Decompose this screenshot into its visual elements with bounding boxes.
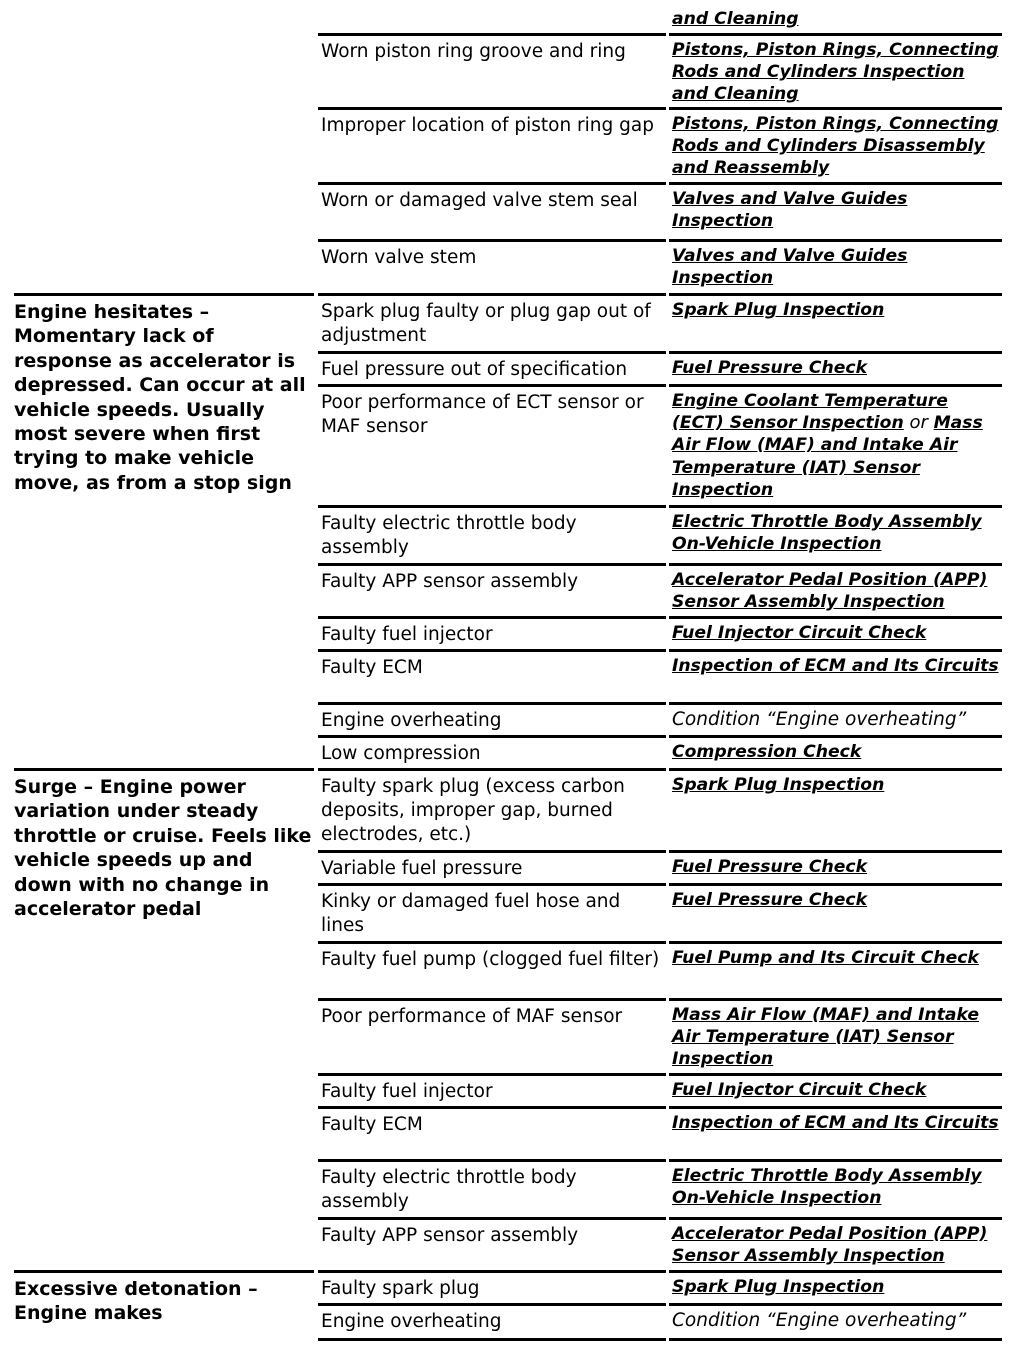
reference-cell (669, 1159, 1002, 1217)
cause-cell: Faulty electric throttle body assembly (318, 505, 666, 563)
reference-cell (669, 941, 1002, 998)
table-row (0, 33, 1024, 107)
reference-text: Condition “Engine overheating” (672, 709, 967, 730)
cause-cell: Spark plug faulty or plug gap out of adjustment (318, 293, 666, 351)
reference-link[interactable]: Fuel Injector Circuit Check (672, 1080, 927, 1100)
table-row (0, 1106, 1024, 1159)
table-row (0, 293, 1024, 351)
cause-cell: Faulty ECM (318, 1106, 666, 1159)
cause-cell: Worn piston ring groove and ring (318, 33, 666, 107)
reference-link[interactable]: Compression Check (672, 742, 862, 762)
cause-cell: Faulty APP sensor assembly (318, 563, 666, 616)
reference-cell (669, 998, 1002, 1073)
table-row (0, 850, 1024, 883)
table-row (0, 563, 1024, 616)
table-row (0, 1217, 1024, 1270)
table-row (0, 735, 1024, 768)
reference-cell (669, 293, 1002, 351)
cause-cell: Faulty spark plug (318, 1270, 666, 1303)
reference-connector: or (903, 412, 934, 434)
reference-text: Condition “Engine overheating” (672, 1310, 967, 1331)
cause-cell: Poor performance of MAF sensor (318, 998, 666, 1073)
reference-link[interactable]: Valves and Valve Guides Inspection (672, 189, 908, 232)
table-row (0, 702, 1024, 735)
reference-cell (669, 505, 1002, 563)
reference-link[interactable]: Mass Air Flow (MAF) and Intake Air Temperature (IAT) Sensor Inspection (672, 413, 983, 500)
cause-cell: Variable fuel pressure (318, 850, 666, 883)
table-bottom-rule (318, 1338, 666, 1341)
reference-link[interactable]: Fuel Pump and Its Circuit Check (672, 948, 979, 968)
cause-cell: Improper location of piston ring gap (318, 107, 666, 182)
table-row (0, 941, 1024, 998)
cause-cell: Engine overheating (318, 702, 666, 735)
reference-link[interactable]: Pistons, Piston Rings, Connecting Rods and Cylinders Disassembly and Reassembly (672, 114, 999, 179)
reference-cell (669, 649, 1002, 702)
reference-cell (669, 768, 1002, 850)
cause-cell: Kinky or damaged fuel hose and lines (318, 883, 666, 941)
table-row (0, 1073, 1024, 1106)
reference-cell (669, 883, 1002, 941)
reference-cell (669, 33, 1002, 107)
cause-cell: Low compression (318, 735, 666, 768)
reference-cell (669, 563, 1002, 616)
table-row (0, 1159, 1024, 1217)
reference-link[interactable]: Accelerator Pedal Position (APP) Sensor Assembly Inspection (672, 1224, 988, 1267)
reference-cell (669, 384, 1002, 505)
reference-link[interactable]: Mass Air Flow (MAF) and Intake Air Temperature (IAT) Sensor Inspection (672, 1005, 979, 1070)
reference-cell (669, 1303, 1002, 1338)
reference-cell (669, 1106, 1002, 1159)
reference-link[interactable]: Accelerator Pedal Position (APP) Sensor Assembly Inspection (672, 570, 988, 613)
reference-link[interactable]: Electric Throttle Body Assembly On-Vehicle Inspection (672, 1166, 982, 1209)
table-row (0, 1303, 1024, 1338)
cause-cell: Fuel pressure out of specification (318, 351, 666, 384)
reference-link[interactable]: Fuel Pressure Check (672, 890, 868, 910)
reference-link[interactable]: and Cleaning (672, 9, 799, 29)
reference-cell (669, 0, 1002, 33)
reference-cell (669, 850, 1002, 883)
reference-link[interactable]: Fuel Pressure Check (672, 857, 868, 877)
reference-cell (669, 107, 1002, 182)
cause-cell: Faulty spark plug (excess carbon deposits, improper gap, burned electrodes, etc.) (318, 768, 666, 850)
reference-link[interactable]: Inspection of ECM and Its Circuits (672, 656, 999, 676)
table-row (0, 351, 1024, 384)
reference-cell (669, 616, 1002, 649)
cause-cell: Faulty APP sensor assembly (318, 1217, 666, 1270)
table-row (0, 1270, 1024, 1303)
cause-cell: Faulty fuel pump (clogged fuel filter) (318, 941, 666, 998)
table-row (0, 182, 1024, 239)
table-row (0, 883, 1024, 941)
cause-cell (318, 0, 666, 33)
reference-link[interactable]: Valves and Valve Guides Inspection (672, 246, 908, 289)
reference-link[interactable]: Fuel Injector Circuit Check (672, 623, 927, 643)
reference-link[interactable]: Inspection of ECM and Its Circuits (672, 1113, 999, 1133)
table-row (0, 768, 1024, 850)
cause-cell: Engine overheating (318, 1303, 666, 1338)
reference-link[interactable]: Pistons, Piston Rings, Connecting Rods and Cylinders Inspection and Cleaning (672, 40, 999, 105)
cause-cell: Worn valve stem (318, 239, 666, 293)
table-row (0, 384, 1024, 505)
reference-cell (669, 702, 1002, 735)
table-row (0, 649, 1024, 702)
cause-cell: Poor performance of ECT sensor or MAF sensor (318, 384, 666, 505)
cause-cell: Faulty fuel injector (318, 1073, 666, 1106)
condition-excessive-detonation: Excessive detonation – Engine makes (14, 1270, 314, 1338)
cause-cell: Faulty fuel injector (318, 616, 666, 649)
reference-link[interactable]: Spark Plug Inspection (672, 300, 885, 320)
table-row (0, 239, 1024, 293)
reference-link[interactable]: Spark Plug Inspection (672, 1277, 885, 1297)
reference-cell (669, 1073, 1002, 1106)
cause-cell: Faulty electric throttle body assembly (318, 1159, 666, 1217)
reference-cell (669, 351, 1002, 384)
condition-engine-hesitates: Engine hesitates – Momentary lack of response as accelerator is depressed. Can occur at all vehicle speeds. Usually most severe when first trying to make vehicle move, as from a stop sign (14, 293, 314, 768)
reference-cell (669, 1217, 1002, 1270)
reference-cell (669, 1270, 1002, 1303)
table-bottom-rule (669, 1338, 1002, 1341)
table-row (0, 107, 1024, 182)
reference-cell (669, 239, 1002, 293)
cause-cell: Faulty ECM (318, 649, 666, 702)
reference-link[interactable]: Electric Throttle Body Assembly On-Vehicle Inspection (672, 512, 982, 555)
table-row (0, 998, 1024, 1073)
table-row (0, 616, 1024, 649)
cause-cell: Worn or damaged valve stem seal (318, 182, 666, 239)
condition-surge: Surge – Engine power variation under steady throttle or cruise. Feels like vehicle speeds up and down with no change in accelerator pedal (14, 768, 314, 1270)
table-row (0, 0, 1024, 33)
table-row (0, 505, 1024, 563)
reference-cell (669, 182, 1002, 239)
reference-link[interactable]: Spark Plug Inspection (672, 775, 885, 795)
reference-link[interactable]: Engine Coolant Temperature (ECT) Sensor Inspection (672, 391, 948, 434)
reference-link[interactable]: Fuel Pressure Check (672, 358, 868, 378)
reference-cell (669, 735, 1002, 768)
